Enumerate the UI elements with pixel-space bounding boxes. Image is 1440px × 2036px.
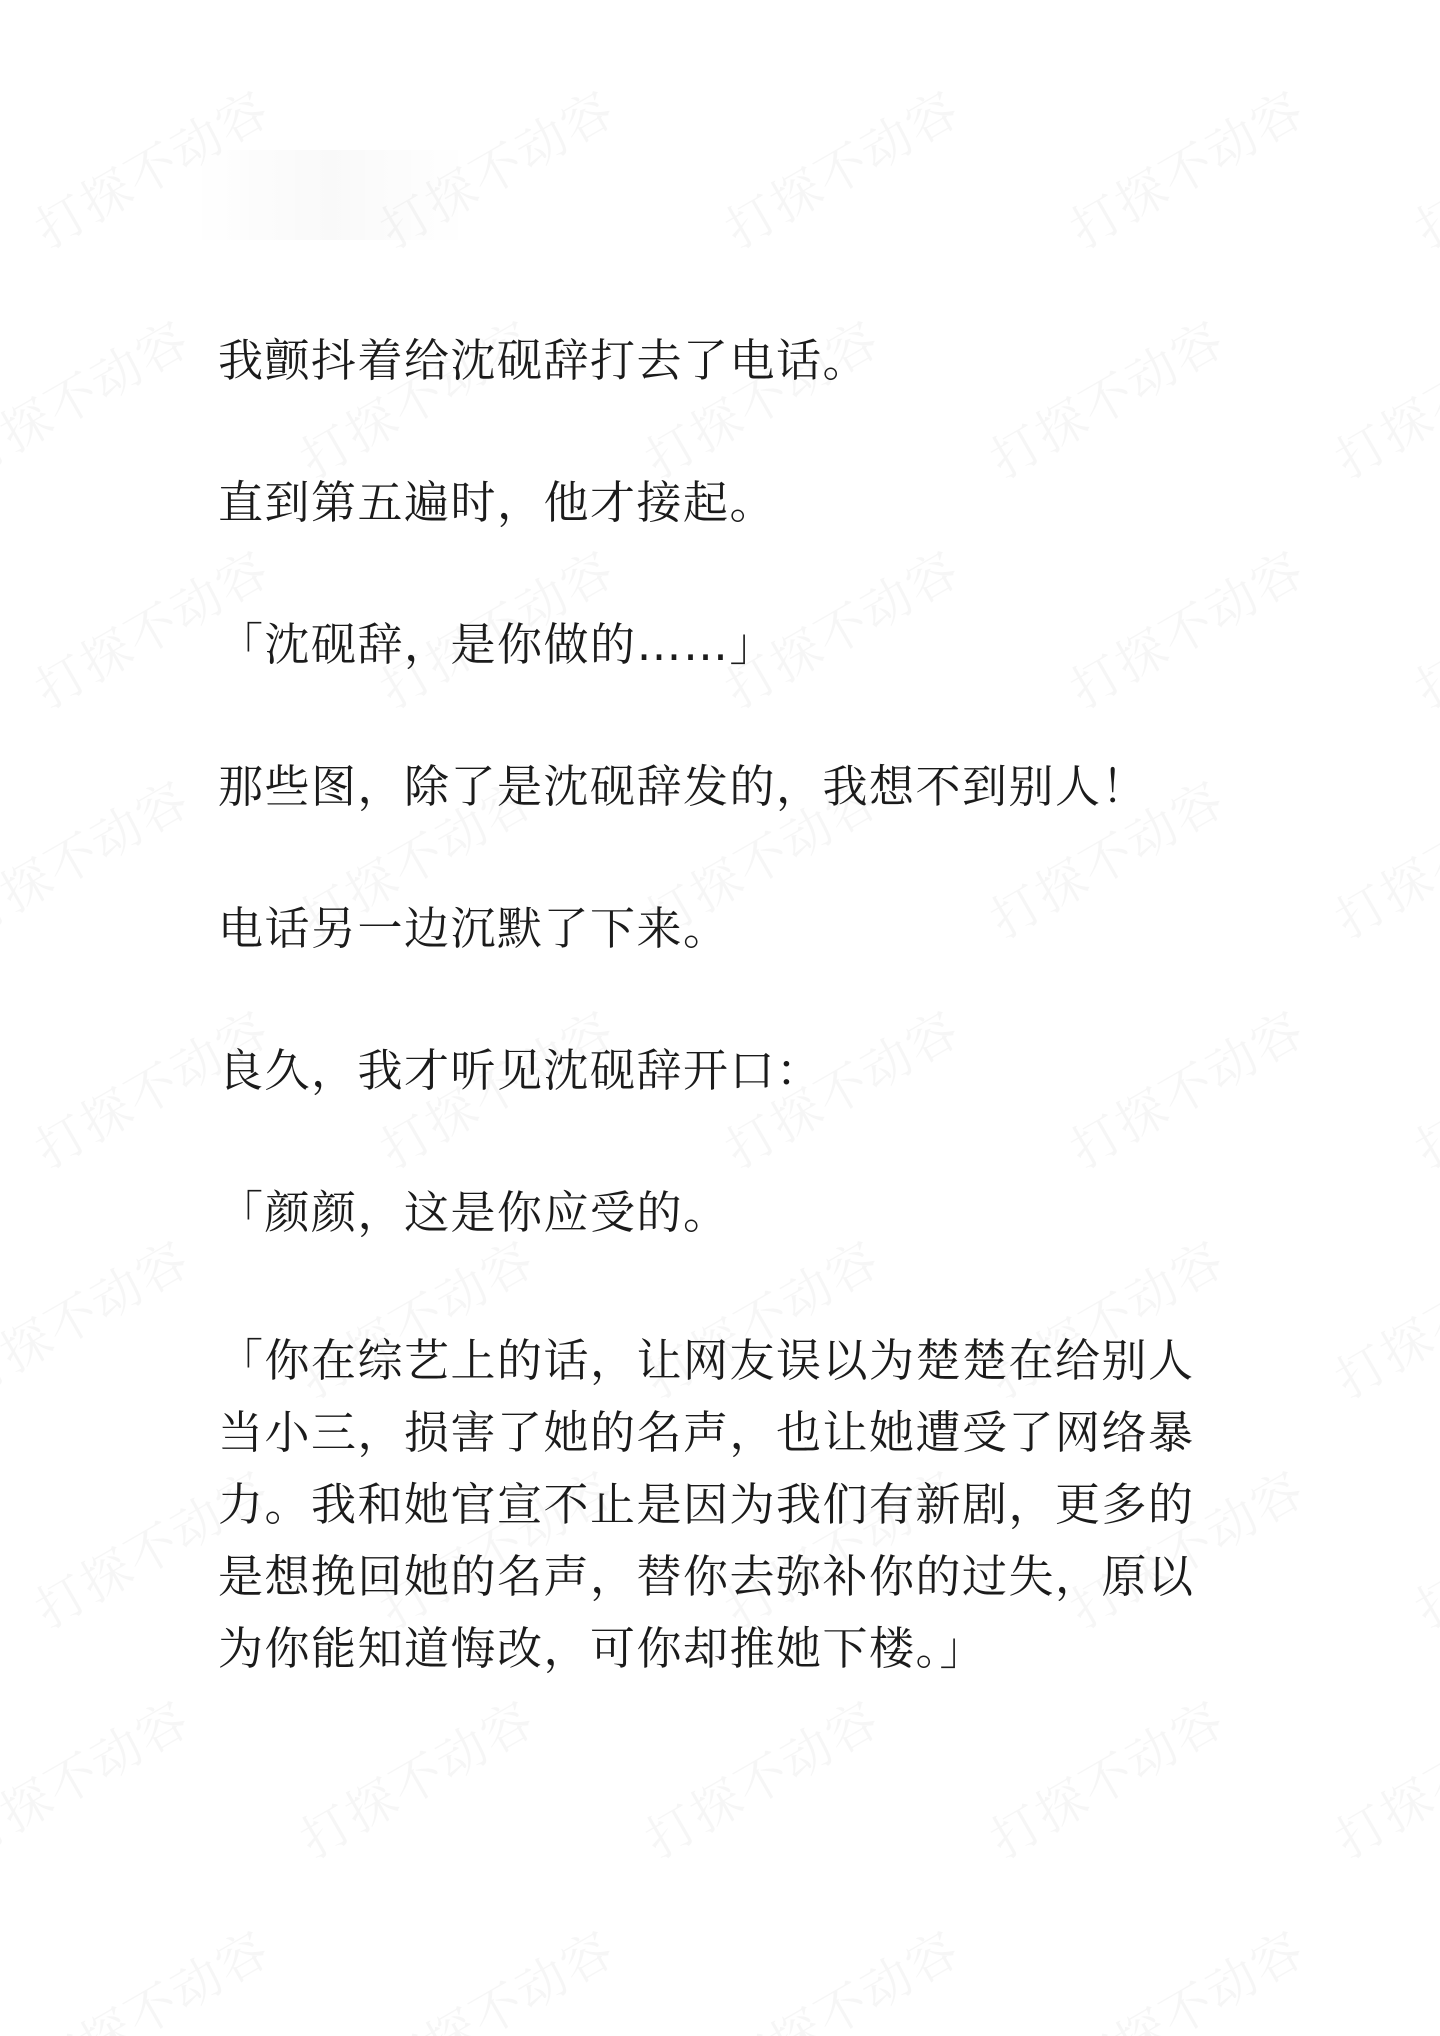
watermark-text: [1400, 1910, 1440, 2036]
paragraph-6: 良久，我才听见沈砚辞开口：: [218, 1044, 823, 1097]
watermark-text: [1320, 1680, 1440, 1872]
watermark-text: [1320, 300, 1440, 492]
watermark-text: [0, 1220, 201, 1412]
paragraph-2: 直到第五遍时，他才接起。: [218, 476, 777, 529]
watermark-text: [630, 1680, 891, 1872]
watermark-text: [1400, 1450, 1440, 1642]
paragraph-4: 那些图，除了是沈砚辞发的，我想不到别人！: [218, 760, 1149, 813]
watermark-text: [285, 1680, 546, 1872]
watermark-text: [1055, 70, 1316, 262]
watermark-text: [1400, 70, 1440, 262]
watermark-text: [1320, 1220, 1440, 1412]
watermark-text: [710, 70, 971, 262]
watermark-text: [0, 760, 201, 952]
watermark-text: [1055, 1910, 1316, 2036]
watermark-text: [1400, 530, 1440, 722]
watermark-text: [20, 1910, 281, 2036]
faint-header-shadow: [190, 150, 470, 240]
paragraph-8: 「你在综艺上的话，让网友误以为楚楚在给别人当小三，损害了她的名声，也让她遭受了网络暴力。我和她官宣不止是因为我们有新剧，更多的是想挽回她的名声，替你去弥补你的过失，原以为你能知道悔改，可你却推她下楼。」: [218, 1334, 1195, 1675]
paragraph-3: 「沈砚辞，是你做的……」: [218, 618, 777, 671]
watermark-text: [975, 1680, 1236, 1872]
paragraph-5: 电话另一边沉默了下来。: [218, 902, 730, 955]
watermark-text: [0, 1680, 201, 1872]
watermark-text: [0, 300, 201, 492]
watermark-text: [710, 1910, 971, 2036]
paragraph-1: 我颤抖着给沈砚辞打去了电话。: [218, 334, 870, 387]
document-body: [218, 325, 1228, 1685]
watermark-text: [365, 1910, 626, 2036]
paragraph-7: 「颜颜，这是你应受的。: [218, 1186, 730, 1239]
watermark-text: [1320, 760, 1440, 952]
watermark-text: [1400, 990, 1440, 1182]
